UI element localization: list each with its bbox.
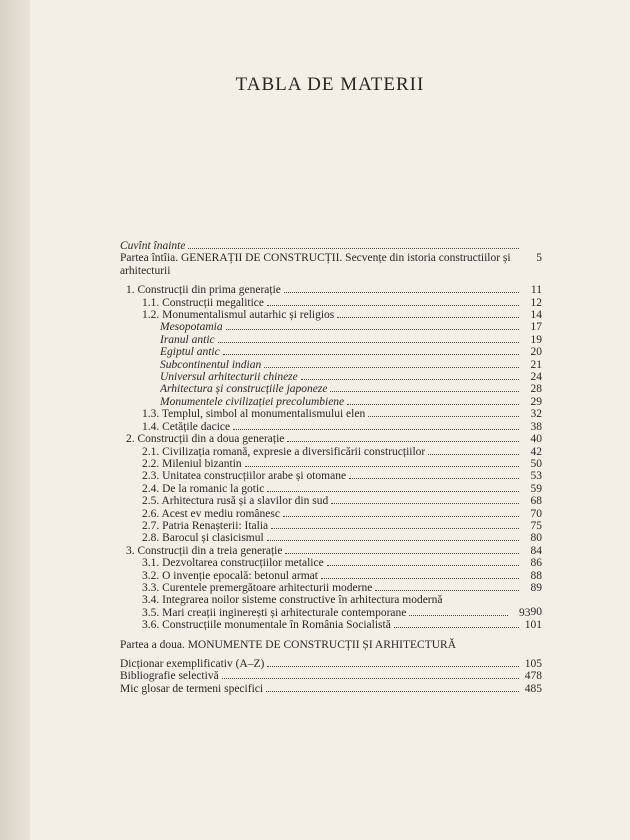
toc-entry-title: Subcontinentul indian [160,358,262,371]
toc-entry-title: Partea întîia. GENERAȚII DE CONSTRUCȚII. Secvențe din istoria constructiilor și arhitecturii [120,252,511,277]
dot-leader [271,528,519,529]
toc-entry-title: Mesopotamia [160,321,223,334]
dot-leader [375,590,519,591]
toc-page-number: 90 [530,606,542,619]
toc-page-number: 50 [530,457,542,470]
toc-entry [120,639,542,651]
toc-entry-title: Partea a doua. MONUMENTE DE CONSTRUCȚII ȘI ARHITECTURĂ [120,638,457,651]
toc-entry-title: 2.7. Patria Renașterii: Italia [142,519,269,532]
dot-leader [349,478,519,479]
toc-entry-title: 1.3. Templul, simbol al monumentalismului elen [142,408,366,421]
toc-entry [120,433,542,445]
toc-page-number: 40 [530,433,542,446]
toc-entry-title: 2.8. Barocul și clasicismul [142,532,264,545]
dot-leader [283,516,519,517]
dot-leader [226,329,519,330]
toc-entry [120,371,542,383]
toc-entry [120,658,542,670]
dot-leader [287,441,519,442]
toc-entry-title: 3.6. Construcțiile monumentale în România Socialistă [142,619,391,632]
toc-page-number: 59 [530,482,542,495]
toc-entry [120,495,542,507]
toc-entry [120,252,542,277]
dot-leader [233,429,519,430]
toc-page-number: 20 [530,346,542,359]
toc-entry-title: 2.5. Arhitectura rusă și a slavilor din sud [142,495,329,508]
toc-entry-title: Bibliografie selectivă [120,670,219,683]
toc-page-number: 24 [530,371,542,384]
dot-leader [267,666,519,667]
dot-leader [264,367,519,368]
toc-page-number: 84 [530,544,542,557]
toc-entry-title: 1.1. Construcții megalitice [142,296,265,309]
page-title: TABLA DE MATERII [235,74,425,95]
toc-entry [120,383,542,395]
toc-page-number: 19 [530,333,542,346]
toc-entry-title: 2.6. Acest ev mediu românesc [142,507,280,520]
dot-leader [331,503,519,504]
toc-entry [120,470,542,482]
dot-leader [330,391,519,392]
toc-entry-title: Universul arhitecturii chineze [160,371,298,384]
toc-entry [120,570,542,582]
toc-entry-title: 2.3. Unitatea construcțiilor arabe și otomane [142,470,347,483]
toc-entry [120,582,542,594]
dot-leader [267,540,519,541]
dot-leader [267,305,519,306]
toc-page-number: 53 [530,470,542,483]
dot-leader [285,553,519,554]
toc-entry-title: Egiptul antic [160,346,220,359]
toc-entry [120,346,542,358]
table-of-contents [120,240,542,695]
dot-leader [321,578,519,579]
dot-leader [222,678,519,679]
toc-entry [120,408,542,420]
toc-entry [120,670,542,682]
toc-entry [120,520,542,532]
toc-page-number: 89 [530,581,542,594]
toc-page-number: 68 [530,495,542,508]
toc-entry [120,446,542,458]
toc-page-number: 21 [530,358,542,371]
toc-entry-title: Dicționar exemplificativ (A–Z) [120,658,265,670]
toc-entry [120,557,542,569]
toc-entry-title: 3.5. Mari creații inginerești și arhitecturale contemporane [142,606,407,619]
dot-leader [223,354,519,355]
toc-entry [120,607,531,619]
toc-entry-title: Monumentele civilizației precolumbiene [160,395,345,408]
toc-page-number: 38 [530,420,542,433]
toc-entry-title: 3. Construcții din a treia generație [126,544,283,557]
dot-leader [245,466,519,467]
toc-page-number: 42 [530,445,542,458]
toc-entry-title: Iranul antic [160,333,215,346]
dot-leader [327,565,519,566]
toc-page-number: 101 [524,619,542,632]
toc-entry-title: Arhitectura și construcțiile japoneze [160,383,328,396]
toc-entry-title: 1.4. Cetățile dacice [142,420,231,433]
toc-entry-title: Mic glosar de termeni specifici [120,682,264,695]
dot-leader [266,691,519,692]
toc-entry [120,359,542,371]
toc-entry [120,508,542,520]
toc-entry [120,396,542,408]
dot-leader [428,454,519,455]
toc-entry-title: 3.2. O invenție epocală: betonul armat [142,569,318,582]
toc-entry [120,334,542,346]
toc-page-number: 14 [530,309,542,322]
toc-entry [120,545,542,557]
toc-page-number: 28 [530,383,542,396]
toc-entry-title: 3.3. Curentele premergătoare arhitecturii moderne [142,581,373,594]
toc-entry [120,421,542,433]
toc-page-number: 75 [530,519,542,532]
book-spine-shadow [0,0,30,840]
toc-page-number: 32 [530,408,542,421]
toc-entry-title: 2.1. Civilizația romană, expresie a diversificării construcțiilor [142,445,426,458]
toc-entry-title: 3.4. Integrarea noilor sisteme constructive în arhitectura modernă [142,594,443,607]
toc-entry [120,321,542,333]
toc-page-number: 29 [530,395,542,408]
toc-entry [120,284,542,296]
dot-leader [267,491,519,492]
toc-page-number: 478 [524,670,542,683]
toc-entry [120,532,542,544]
dot-leader [301,379,519,380]
dot-leader [337,317,519,318]
toc-entry [120,309,542,321]
dot-leader [188,248,519,249]
toc-page-number: 88 [530,569,542,582]
dot-leader [409,615,507,616]
dot-leader [284,292,519,293]
dot-leader [347,404,519,405]
toc-entry-title: 3.1. Dezvoltarea construcțiilor metalice [142,557,324,570]
toc-entry [120,483,542,495]
toc-page-number: 17 [530,321,542,334]
toc-entry-title: 1.2. Monumentalismul autarhic și religios [142,309,335,322]
dot-leader [394,627,519,628]
toc-page-number: 70 [530,507,542,520]
dot-leader [368,416,519,417]
dot-leader [218,342,519,343]
toc-entry-title: 2.2. Mileniul bizantin [142,457,242,470]
toc-entry [120,297,542,309]
toc-page-number: 5 [536,252,542,265]
toc-entry-title: 2.4. De la romanic la gotic [142,482,265,495]
toc-entry [120,619,542,631]
toc-entry-title: 2. Construcții din a doua generație [126,433,285,446]
toc-page-number: 80 [530,532,542,545]
toc-page-number: 93 [519,606,531,619]
toc-entry [120,458,542,470]
toc-page-number: 105 [524,658,542,670]
toc-page-number: 12 [530,296,542,309]
toc-page-number: 11 [530,284,542,297]
toc-entry [120,683,542,695]
toc-entry-title: Cuvînt înainte [120,240,186,252]
toc-page-number: 485 [524,682,542,695]
toc-entry-title: 1. Construcții din prima generație [126,284,281,297]
toc-page-number: 86 [530,557,542,570]
toc-entry [120,240,542,252]
